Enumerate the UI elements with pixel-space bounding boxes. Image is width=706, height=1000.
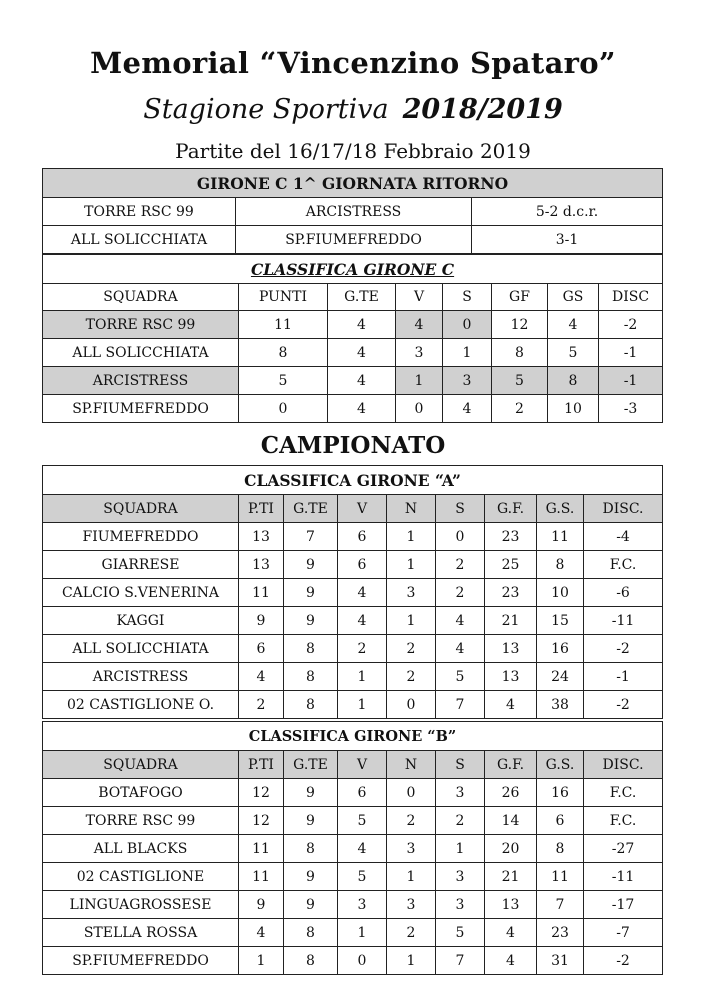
cell: 9: [284, 891, 338, 919]
cell: -11: [584, 863, 663, 891]
cell: 13: [239, 523, 284, 551]
column-header: P.TI: [239, 751, 284, 779]
cell: 13: [485, 891, 537, 919]
cell: 6: [239, 635, 284, 663]
cell: 11: [537, 523, 584, 551]
column-header: G.S.: [537, 751, 584, 779]
cell: -2: [599, 311, 663, 339]
cell: 0: [387, 691, 436, 719]
cell: 11: [239, 311, 328, 339]
cell: CALCIO S.VENERINA: [43, 579, 239, 607]
cell: 0: [396, 395, 443, 423]
cell: -2: [584, 691, 663, 719]
column-header: G.TE: [328, 284, 396, 311]
cell: 1: [387, 947, 436, 975]
cell: 9: [239, 607, 284, 635]
cell: 11: [537, 863, 584, 891]
cell: KAGGI: [43, 607, 239, 635]
column-header: P.TI: [239, 495, 284, 523]
table-row: [43, 635, 663, 663]
girone-c-standings-table: [42, 254, 663, 423]
column-header: S: [436, 495, 485, 523]
cell: 23: [485, 579, 537, 607]
table-header-row: [43, 284, 663, 311]
cell: -3: [599, 395, 663, 423]
table-row: [43, 835, 663, 863]
cell: 3: [436, 891, 485, 919]
table-row: [43, 919, 663, 947]
cell: 11: [239, 863, 284, 891]
cell: 4: [485, 947, 537, 975]
cell: 7: [284, 523, 338, 551]
cell: 0: [239, 395, 328, 423]
cell: 8: [239, 339, 328, 367]
cell: 1: [338, 691, 387, 719]
cell: 2: [239, 691, 284, 719]
match-score: 3-1: [472, 226, 663, 254]
cell: 9: [284, 551, 338, 579]
cell: 38: [537, 691, 584, 719]
cell: 3: [436, 863, 485, 891]
cell: 8: [284, 835, 338, 863]
column-header: PUNTI: [239, 284, 328, 311]
cell: FIUMEFREDDO: [43, 523, 239, 551]
cell: 3: [387, 835, 436, 863]
cell: 4: [443, 395, 492, 423]
match-row: [43, 198, 663, 226]
cell: 7: [436, 947, 485, 975]
column-header: SQUADRA: [43, 284, 239, 311]
table-row: [43, 663, 663, 691]
cell: 3: [338, 891, 387, 919]
table-row: [43, 339, 663, 367]
cell: 11: [239, 835, 284, 863]
column-header: V: [338, 751, 387, 779]
table-row: [43, 523, 663, 551]
cell: 1: [443, 339, 492, 367]
girone-a-title: CLASSIFICA GIRONE “A”: [43, 466, 663, 495]
cell: 3: [396, 339, 443, 367]
cell: 25: [485, 551, 537, 579]
cell: -2: [584, 635, 663, 663]
column-header: G.F.: [485, 751, 537, 779]
cell: 9: [284, 779, 338, 807]
cell: 8: [537, 835, 584, 863]
cell: 23: [537, 919, 584, 947]
cell: F.C.: [584, 551, 663, 579]
girone-a-standings-table: [42, 465, 663, 719]
cell: 7: [436, 691, 485, 719]
cell: GIARRESE: [43, 551, 239, 579]
column-header: G.TE: [284, 495, 338, 523]
match-row: [43, 226, 663, 254]
cell: 1: [387, 551, 436, 579]
cell: -11: [584, 607, 663, 635]
cell: 4: [485, 691, 537, 719]
cell: 16: [537, 779, 584, 807]
match-away: ARCISTRESS: [236, 198, 472, 226]
cell: 24: [537, 663, 584, 691]
cell: ALL SOLICCHIATA: [43, 635, 239, 663]
column-header: DISC.: [584, 495, 663, 523]
table-row: [43, 311, 663, 339]
cell: 1: [387, 863, 436, 891]
season-year: 2018/2019: [402, 94, 563, 125]
cell: 3: [436, 779, 485, 807]
table-row: [43, 863, 663, 891]
cell: 3: [387, 579, 436, 607]
column-header: DISC.: [584, 751, 663, 779]
cell: ARCISTRESS: [43, 367, 239, 395]
cell: 6: [537, 807, 584, 835]
cell: 8: [284, 691, 338, 719]
cell: 16: [537, 635, 584, 663]
cell: 5: [436, 663, 485, 691]
cell: 12: [492, 311, 548, 339]
table-header-row: [43, 495, 663, 523]
cell: 23: [485, 523, 537, 551]
cell: -6: [584, 579, 663, 607]
cell: 31: [537, 947, 584, 975]
cell: -4: [584, 523, 663, 551]
cell: 4: [436, 607, 485, 635]
cell: 9: [284, 579, 338, 607]
cell: 2: [387, 663, 436, 691]
cell: BOTAFOGO: [43, 779, 239, 807]
cell: 6: [338, 523, 387, 551]
cell: 0: [436, 523, 485, 551]
cell: 4: [328, 311, 396, 339]
girone-c-results-table: [42, 168, 663, 254]
column-header: GF: [492, 284, 548, 311]
cell: 4: [338, 835, 387, 863]
cell: 1: [338, 919, 387, 947]
column-header: V: [338, 495, 387, 523]
cell: STELLA ROSSA: [43, 919, 239, 947]
column-header: DISC: [599, 284, 663, 311]
table-row: [43, 607, 663, 635]
column-header: G.F.: [485, 495, 537, 523]
cell: 2: [436, 807, 485, 835]
column-header: G.S.: [537, 495, 584, 523]
cell: 1: [338, 663, 387, 691]
cell: 8: [284, 635, 338, 663]
cell: SP.FIUMEFREDDO: [43, 947, 239, 975]
match-score: 5-2 d.c.r.: [472, 198, 663, 226]
column-header: SQUADRA: [43, 495, 239, 523]
cell: 21: [485, 607, 537, 635]
cell: 5: [436, 919, 485, 947]
cell: 5: [492, 367, 548, 395]
column-header: GS: [548, 284, 599, 311]
cell: 0: [443, 311, 492, 339]
table-row: [43, 807, 663, 835]
table-row: [43, 779, 663, 807]
cell: 8: [284, 919, 338, 947]
cell: 4: [548, 311, 599, 339]
cell: 13: [485, 635, 537, 663]
cell: 4: [328, 339, 396, 367]
cell: 9: [284, 863, 338, 891]
cell: -1: [599, 339, 663, 367]
cell: 3: [443, 367, 492, 395]
cell: -1: [584, 663, 663, 691]
cell: 4: [328, 395, 396, 423]
cell: 9: [284, 607, 338, 635]
cell: TORRE RSC 99: [43, 311, 239, 339]
cell: 15: [537, 607, 584, 635]
cell: 2: [492, 395, 548, 423]
cell: F.C.: [584, 807, 663, 835]
cell: 5: [239, 367, 328, 395]
cell: -1: [599, 367, 663, 395]
cell: -7: [584, 919, 663, 947]
table-header-row: [43, 751, 663, 779]
cell: 11: [239, 579, 284, 607]
cell: 2: [387, 635, 436, 663]
girone-b-title: CLASSIFICA GIRONE “B”: [43, 722, 663, 751]
cell: SP.FIUMEFREDDO: [43, 395, 239, 423]
column-header: S: [443, 284, 492, 311]
cell: 1: [387, 523, 436, 551]
table-row: [43, 891, 663, 919]
cell: 8: [284, 663, 338, 691]
cell: 4: [239, 663, 284, 691]
cell: ALL BLACKS: [43, 835, 239, 863]
cell: -2: [584, 947, 663, 975]
cell: 26: [485, 779, 537, 807]
cell: 10: [548, 395, 599, 423]
column-header: N: [387, 751, 436, 779]
cell: 6: [338, 551, 387, 579]
cell: 12: [239, 779, 284, 807]
cell: 13: [239, 551, 284, 579]
cell: 3: [387, 891, 436, 919]
cell: 9: [239, 891, 284, 919]
cell: ALL SOLICCHIATA: [43, 339, 239, 367]
cell: 1: [387, 607, 436, 635]
match-away: SP.FIUMEFREDDO: [236, 226, 472, 254]
cell: 21: [485, 863, 537, 891]
column-header: V: [396, 284, 443, 311]
season-subtitle: [0, 94, 706, 125]
cell: 5: [338, 863, 387, 891]
cell: 12: [239, 807, 284, 835]
table-row: [43, 947, 663, 975]
cell: 4: [485, 919, 537, 947]
cell: 14: [485, 807, 537, 835]
cell: 4: [338, 607, 387, 635]
cell: 20: [485, 835, 537, 863]
cell: 8: [537, 551, 584, 579]
cell: TORRE RSC 99: [43, 807, 239, 835]
cell: 4: [239, 919, 284, 947]
cell: 2: [338, 635, 387, 663]
cell: 7: [537, 891, 584, 919]
girone-c-standings-title: CLASSIFICA GIRONE C: [43, 255, 663, 284]
match-dates: Partite del 16/17/18 Febbraio 2019: [175, 139, 531, 163]
cell: 2: [436, 579, 485, 607]
cell: 2: [387, 919, 436, 947]
subtitle-label: Stagione Sportiva: [143, 94, 389, 125]
cell: 2: [436, 551, 485, 579]
column-header: N: [387, 495, 436, 523]
cell: 02 CASTIGLIONE O.: [43, 691, 239, 719]
table-row: [43, 367, 663, 395]
cell: 9: [284, 807, 338, 835]
cell: 6: [338, 779, 387, 807]
match-home: ALL SOLICCHIATA: [43, 226, 236, 254]
cell: F.C.: [584, 779, 663, 807]
cell: 1: [239, 947, 284, 975]
cell: 0: [387, 779, 436, 807]
table-row: [43, 691, 663, 719]
column-header: G.TE: [284, 751, 338, 779]
cell: 5: [338, 807, 387, 835]
cell: 2: [387, 807, 436, 835]
column-header: S: [436, 751, 485, 779]
page-title: Memorial “Vincenzino Spataro”: [90, 46, 616, 80]
cell: 02 CASTIGLIONE: [43, 863, 239, 891]
cell: 8: [492, 339, 548, 367]
cell: 4: [338, 579, 387, 607]
column-header: SQUADRA: [43, 751, 239, 779]
cell: 10: [537, 579, 584, 607]
match-home: TORRE RSC 99: [43, 198, 236, 226]
cell: -17: [584, 891, 663, 919]
cell: 13: [485, 663, 537, 691]
cell: 4: [328, 367, 396, 395]
cell: 4: [436, 635, 485, 663]
cell: 1: [396, 367, 443, 395]
cell: 1: [436, 835, 485, 863]
campionato-heading: CAMPIONATO: [260, 432, 446, 459]
cell: 8: [548, 367, 599, 395]
cell: -27: [584, 835, 663, 863]
cell: 5: [548, 339, 599, 367]
girone-c-round-title: GIRONE C 1^ GIORNATA RITORNO: [43, 169, 663, 198]
girone-b-standings-table: [42, 721, 663, 975]
cell: ARCISTRESS: [43, 663, 239, 691]
table-row: [43, 395, 663, 423]
table-row: [43, 551, 663, 579]
cell: 8: [284, 947, 338, 975]
table-row: [43, 579, 663, 607]
cell: 4: [396, 311, 443, 339]
cell: 0: [338, 947, 387, 975]
cell: LINGUAGROSSESE: [43, 891, 239, 919]
